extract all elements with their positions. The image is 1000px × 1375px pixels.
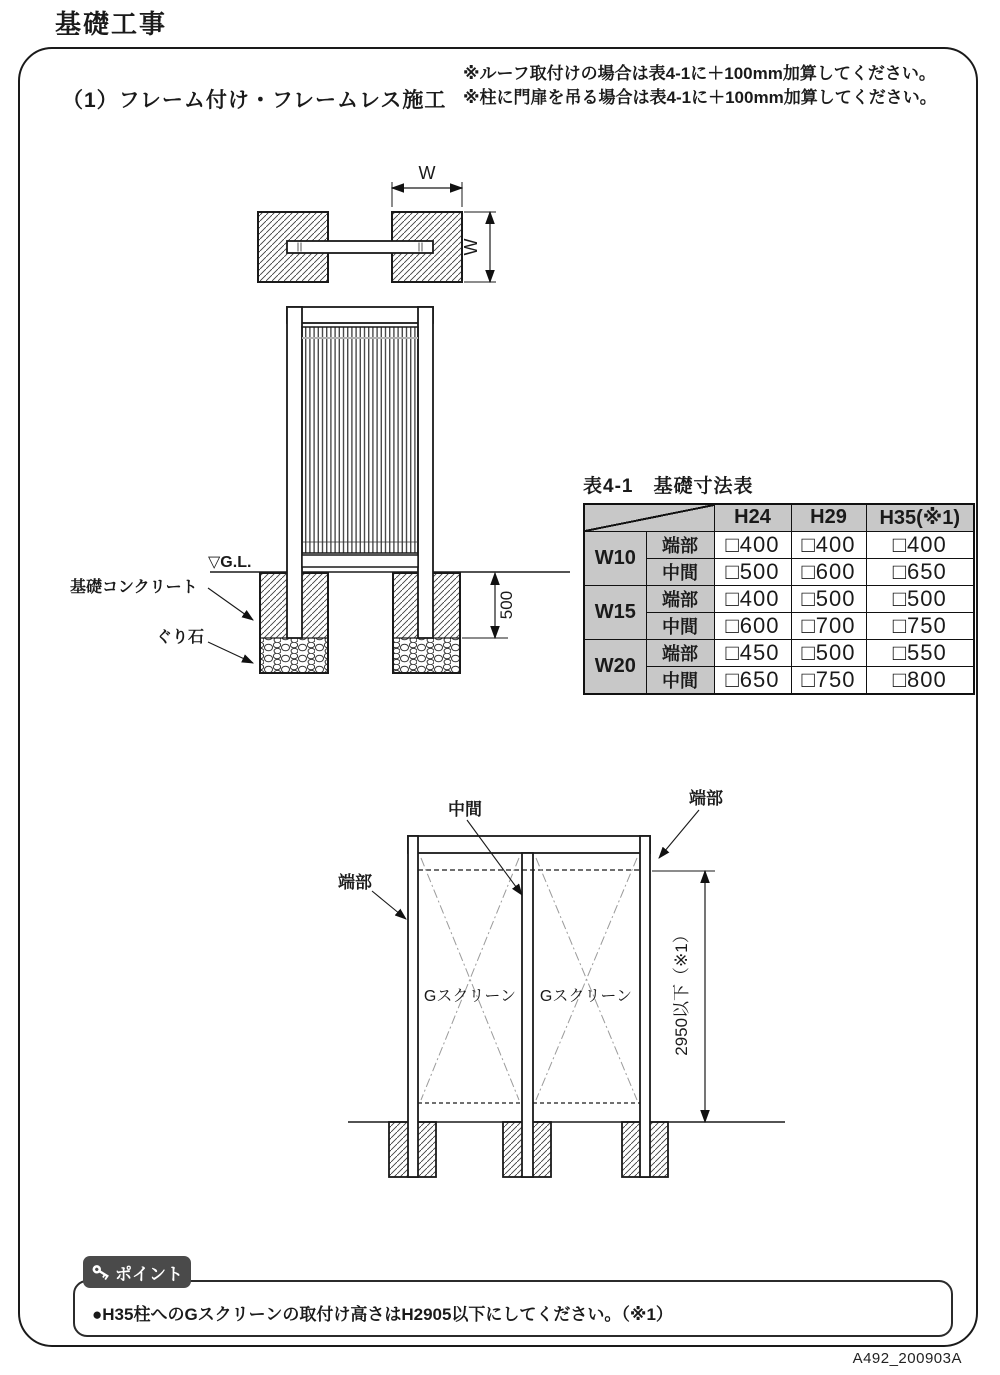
bottom-rail <box>302 555 418 567</box>
cell-value: □650 <box>714 666 791 694</box>
plan-view-drawing <box>230 155 515 295</box>
cell-value: □600 <box>791 558 866 585</box>
height-dimension-label: 2950以下（※1） <box>672 926 691 1056</box>
end-post-right-label: 端部 <box>689 789 723 808</box>
cell-value: □500 <box>866 585 974 612</box>
elevation-drawing <box>60 290 580 685</box>
key-icon <box>91 1262 111 1282</box>
point-tab-label: ポイント <box>115 1264 183 1284</box>
table-corner-cell <box>584 504 714 531</box>
row-label-w20: W20 <box>584 639 646 694</box>
right-post <box>418 307 433 638</box>
layout-drawing <box>325 778 795 1193</box>
pos-label: 中間 <box>646 612 714 639</box>
gl-label: ▽G.L. <box>208 554 252 571</box>
concrete-label: 基礎コンクリート <box>70 579 198 596</box>
cell-value: □800 <box>866 666 974 694</box>
section-heading: （1）フレーム付け・フレームレス施工 <box>62 89 447 112</box>
point-box <box>73 1280 953 1337</box>
cell-value: □750 <box>791 666 866 694</box>
cell-value: □750 <box>866 612 974 639</box>
table-row <box>584 531 974 558</box>
cell-value: □500 <box>714 558 791 585</box>
end-post-right <box>640 836 650 1177</box>
table-caption: 表4-1 基礎寸法表 <box>583 476 754 497</box>
plan-depth-dim-label: W <box>461 238 481 256</box>
pos-label: 端部 <box>646 639 714 666</box>
note-gate: ※柱に門扉を吊る場合は表4-1に＋100mm加算してください。 <box>463 88 937 107</box>
notes <box>463 62 988 110</box>
rubble-leader-line <box>208 642 253 663</box>
end-post-left-label: 端部 <box>338 873 372 892</box>
concrete-leader-line <box>208 588 253 620</box>
col-header-h24: H24 <box>714 504 791 531</box>
page-title: 基礎工事 <box>55 9 168 39</box>
cell-value: □500 <box>791 639 866 666</box>
cell-value: □600 <box>714 612 791 639</box>
top-rail <box>287 307 433 323</box>
col-header-h29: H29 <box>791 504 866 531</box>
note-roof: ※ルーフ取付けの場合は表4-1に＋100mm加算してください。 <box>463 64 936 83</box>
pos-label: 端部 <box>646 585 714 612</box>
cell-value: □700 <box>791 612 866 639</box>
panel-label-right: Gスクリーン <box>539 988 633 1005</box>
cell-value: □500 <box>791 585 866 612</box>
point-tab <box>83 1256 191 1288</box>
cell-value: □400 <box>791 531 866 558</box>
cell-value: □550 <box>866 639 974 666</box>
cell-value: □450 <box>714 639 791 666</box>
left-post <box>287 307 302 638</box>
row-label-w15: W15 <box>584 585 646 639</box>
cell-value: □650 <box>866 558 974 585</box>
end-post-left <box>408 836 418 1177</box>
col-header-h35: H35(※1) <box>866 504 974 531</box>
screen-panel <box>302 327 418 553</box>
middle-post-label: 中間 <box>448 800 482 819</box>
pos-label: 中間 <box>646 558 714 585</box>
panel-label-left: Gスクリーン <box>423 988 517 1005</box>
depth-dimension-label: 500 <box>497 590 516 620</box>
dimension-table <box>583 503 975 695</box>
top-rail <box>408 836 650 853</box>
cell-value: □400 <box>714 585 791 612</box>
table-row <box>584 585 974 612</box>
pos-label: 端部 <box>646 531 714 558</box>
cell-value: □400 <box>866 531 974 558</box>
middle-post <box>522 853 533 1177</box>
row-label-w10: W10 <box>584 531 646 585</box>
point-text: ●H35柱へのGスクリーンの取付け高さはH2905以下にしてください。（※1） <box>92 1305 673 1324</box>
table-row <box>584 639 974 666</box>
plan-screen-bar <box>287 241 433 253</box>
pos-label: 中間 <box>646 666 714 694</box>
cell-value: □400 <box>714 531 791 558</box>
rubble-label: ぐり石 <box>156 629 205 646</box>
dimension-table-section <box>583 471 975 695</box>
plan-width-dim-label: W <box>418 163 436 183</box>
document-code: A492_200903A <box>852 1350 962 1367</box>
